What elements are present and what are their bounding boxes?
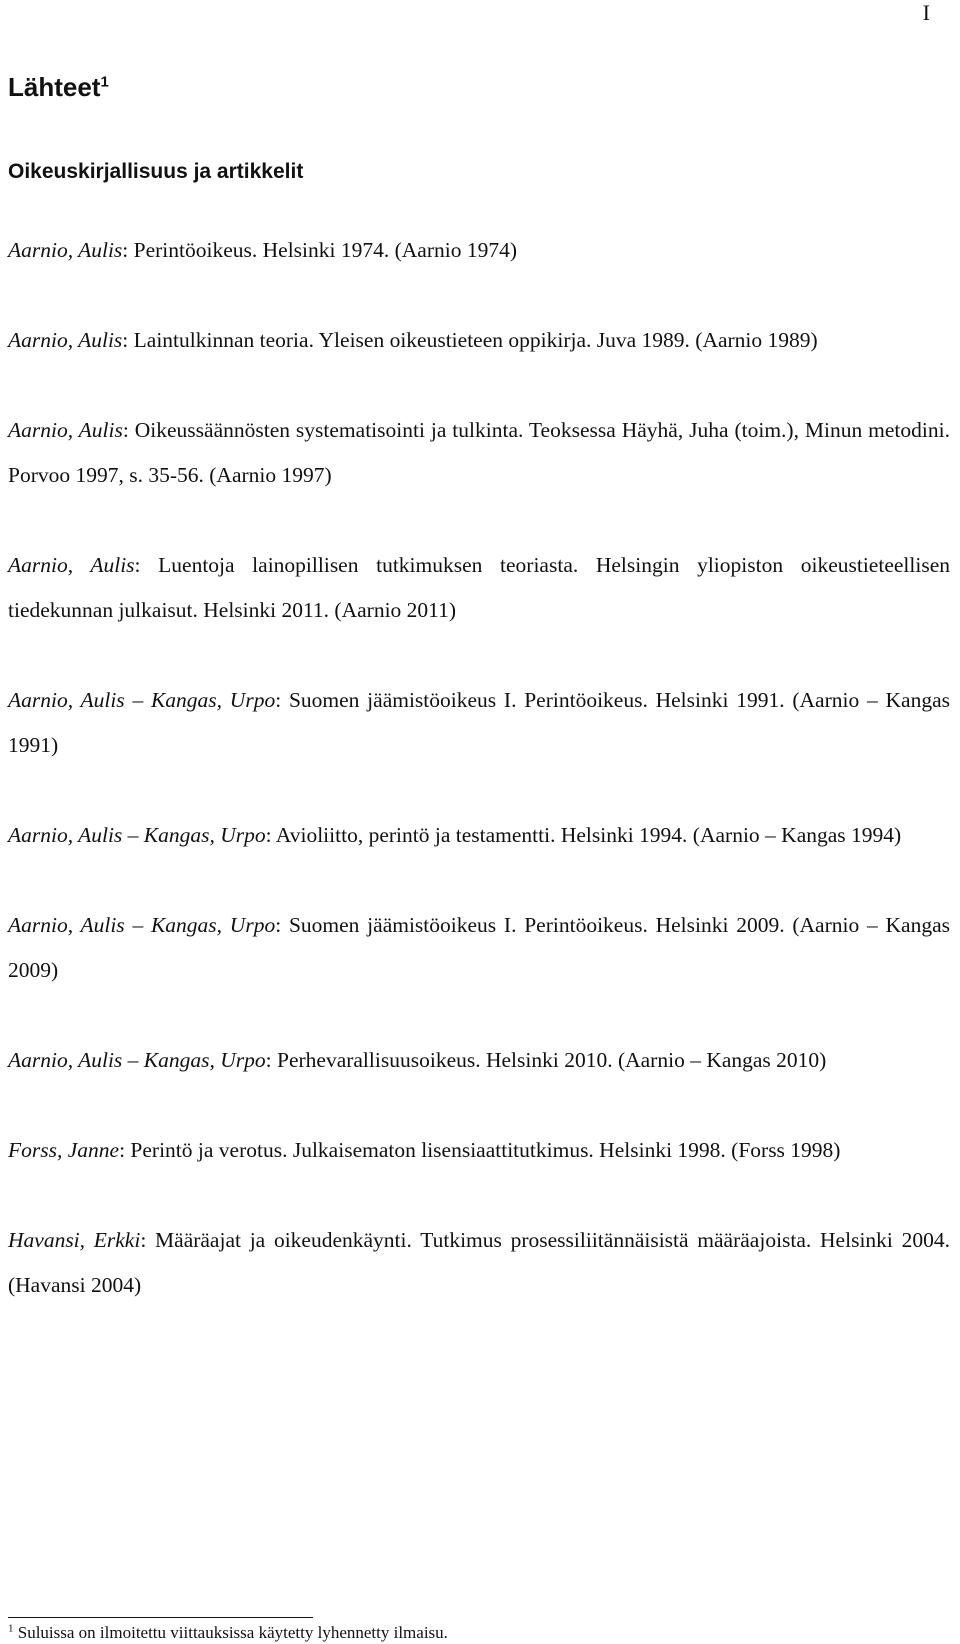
entry-text: : Suomen jäämistöoikeus I. Perintöoikeus. Helsinki 1991. (Aarnio – Kangas 1991)	[8, 688, 950, 757]
entry-text: : Oikeussäännösten systematisointi ja tulkinta. Teoksessa Häyhä, Juha (toim.), Minun metodini. Porvoo 1997, s. 35-56. (Aarnio 1997)	[8, 418, 950, 487]
page-number: I	[922, 0, 930, 25]
footnote-text: Suluissa on ilmoitettu viittauksissa käytetty lyhennetty ilmaisu.	[17, 1623, 448, 1642]
entry-author: Aarnio, Aulis	[8, 328, 123, 352]
bibliography-entry	[8, 1128, 950, 1173]
entry-text: : Avioliitto, perintö ja testamentti. Helsinki 1994. (Aarnio – Kangas 1994)	[265, 823, 902, 847]
entry-text: : Laintulkinnan teoria. Yleisen oikeustieteen oppikirja. Juva 1989. (Aarnio 1989)	[122, 328, 818, 352]
page-title	[8, 70, 109, 104]
section-title: Oikeuskirjallisuus ja artikkelit	[8, 160, 304, 183]
entry-text: : Perintö ja verotus. Julkaisematon lisensiaattitutkimus. Helsinki 1998. (Forss 1998)	[119, 1138, 841, 1162]
bibliography-entry	[8, 813, 950, 858]
bibliography-entry	[8, 678, 950, 768]
page-title-text: Lähteet	[8, 72, 101, 102]
entry-text: : Suomen jäämistöoikeus I. Perintöoikeus. Helsinki 2009. (Aarnio – Kangas 2009)	[8, 913, 950, 982]
entry-author: Aarnio, Aulis – Kangas, Urpo	[8, 823, 266, 847]
entry-text: : Perhevarallisuusoikeus. Helsinki 2010. (Aarnio – Kangas 2010)	[265, 1048, 827, 1072]
entry-author: Forss, Janne	[8, 1138, 120, 1162]
bibliography-list	[8, 228, 950, 1353]
entry-text: : Luentoja lainopillisen tutkimuksen teoriasta. Helsingin yliopiston oikeustieteellisen tiedekunnan julkaisut. Helsinki 2011. (Aarnio 2011)	[8, 553, 950, 622]
entry-text: : Perintöoikeus. Helsinki 1974. (Aarnio 1974)	[122, 238, 518, 262]
bibliography-entry	[8, 1218, 950, 1308]
entry-author: Aarnio, Aulis – Kangas, Urpo	[8, 1048, 266, 1072]
bibliography-entry	[8, 408, 950, 498]
entry-author: Aarnio, Aulis	[8, 418, 123, 442]
footnote	[8, 1622, 448, 1644]
entry-author: Havansi, Erkki	[8, 1228, 141, 1252]
entry-text: : Määräajat ja oikeudenkäynti. Tutkimus prosessiliitännäisistä määräajoista. Helsinki 2004. (Havansi 2004)	[8, 1228, 950, 1297]
bibliography-entry	[8, 1038, 950, 1083]
bibliography-entry	[8, 543, 950, 633]
bibliography-entry	[8, 903, 950, 993]
bibliography-entry	[8, 318, 950, 363]
entry-author: Aarnio, Aulis – Kangas, Urpo	[8, 913, 276, 937]
footnote-number: 1	[8, 1622, 14, 1635]
footnote-reference: 1	[100, 73, 109, 91]
footnote-divider	[8, 1617, 313, 1618]
entry-author: Aarnio, Aulis	[8, 238, 123, 262]
entry-author: Aarnio, Aulis – Kangas, Urpo	[8, 688, 276, 712]
bibliography-entry	[8, 228, 950, 273]
entry-author: Aarnio, Aulis	[8, 553, 135, 577]
